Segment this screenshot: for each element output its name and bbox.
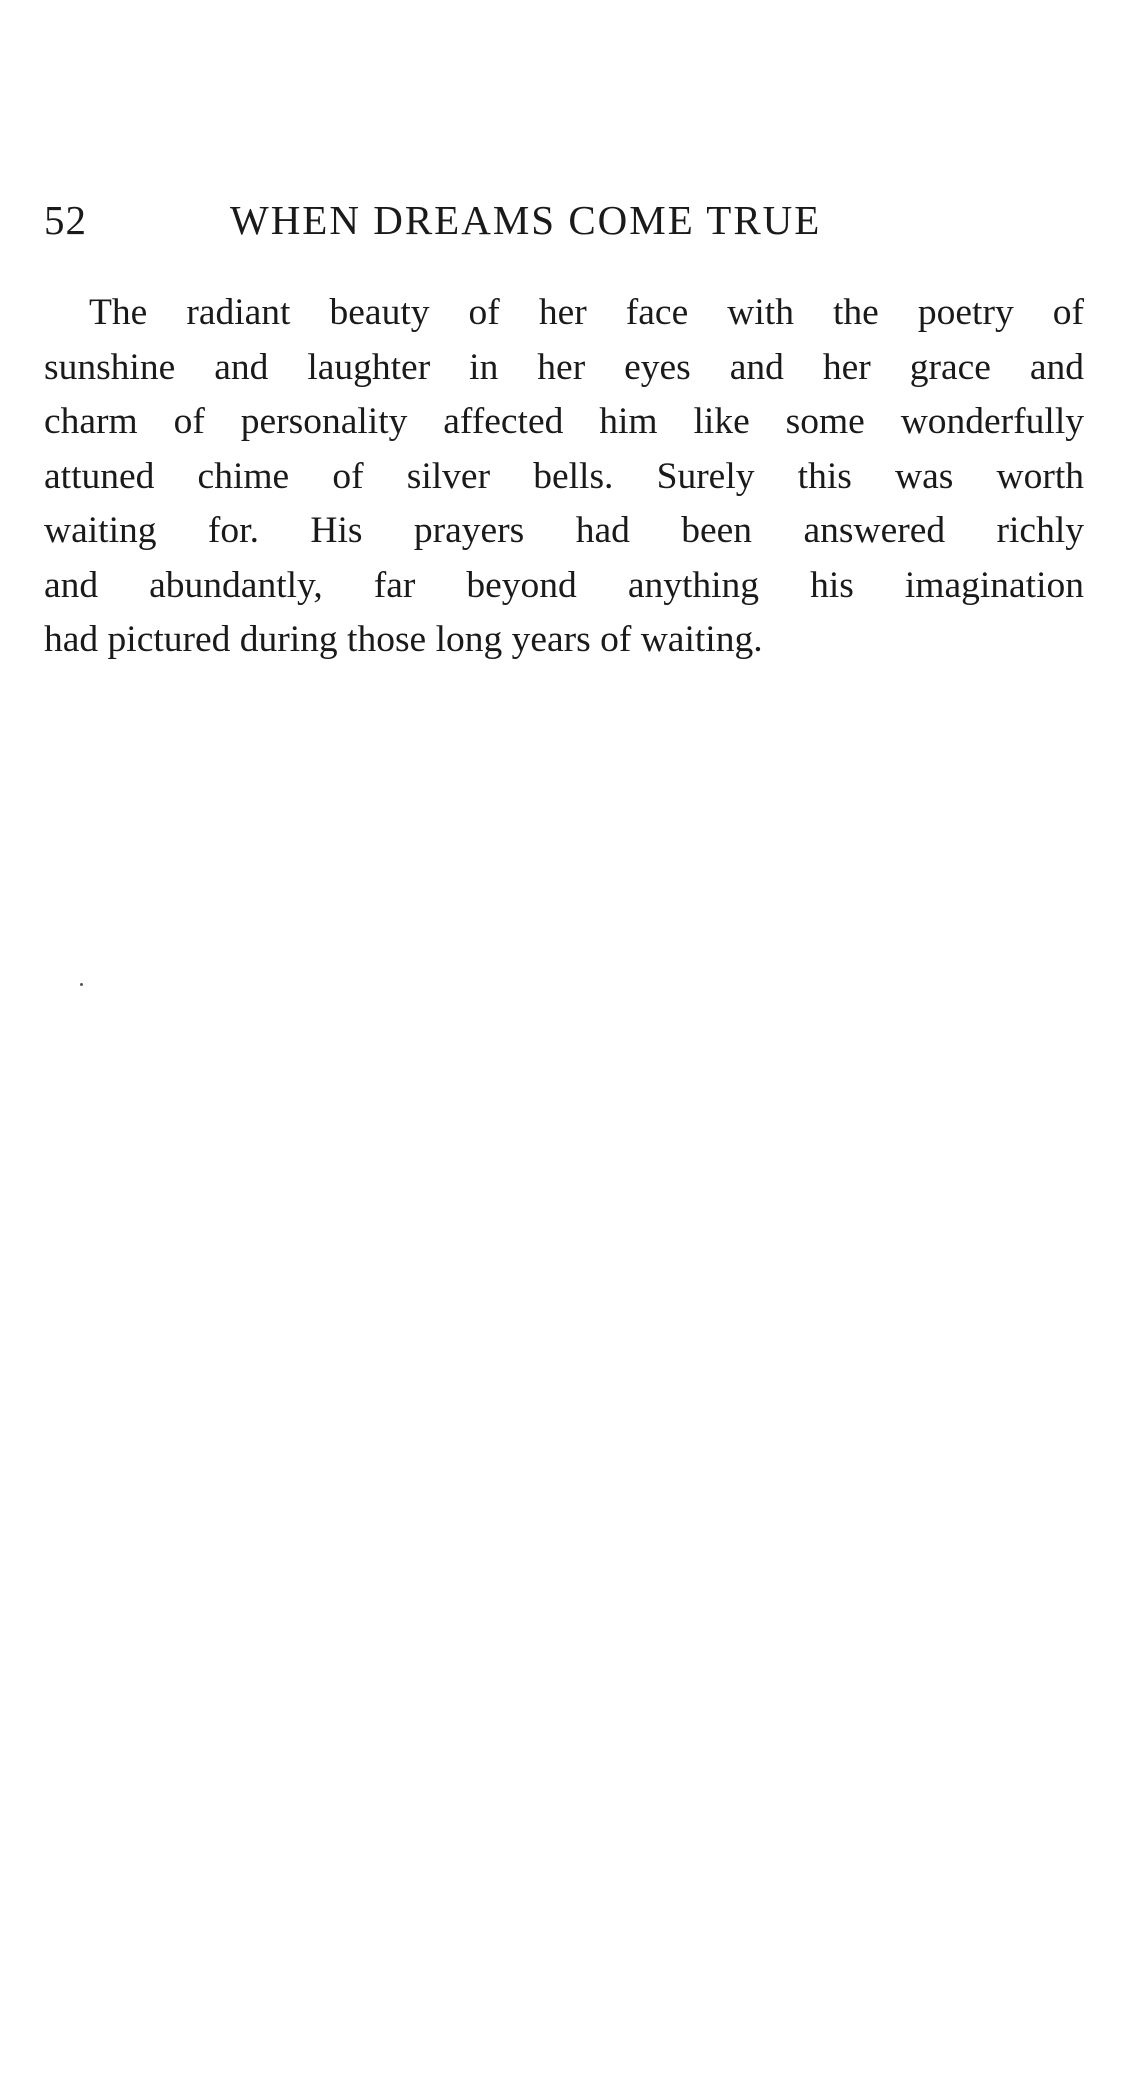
paragraph-line: sunshine and laughter in her eyes and her grace and <box>44 346 1084 388</box>
paragraph-line: charm of personality affected him like some wonderfully <box>44 401 1084 442</box>
paragraph-line: waiting for. His prayers had been answered richly <box>44 510 1084 551</box>
running-title: WHEN DREAMS COME TRUE <box>230 197 822 243</box>
paragraph-line: attuned chime of silver bells. Surely this was worth <box>44 455 1084 497</box>
body-paragraph <box>44 286 1084 668</box>
running-head <box>44 190 1094 250</box>
page-number: 52 <box>44 197 87 243</box>
ink-speck <box>80 983 83 986</box>
paragraph-line: The radiant beauty of her face with the poetry of <box>89 292 1084 333</box>
paragraph-line: and abundantly, far beyond anything his imagination <box>44 564 1084 606</box>
paragraph-line: had pictured during those long years of waiting. <box>44 619 763 660</box>
